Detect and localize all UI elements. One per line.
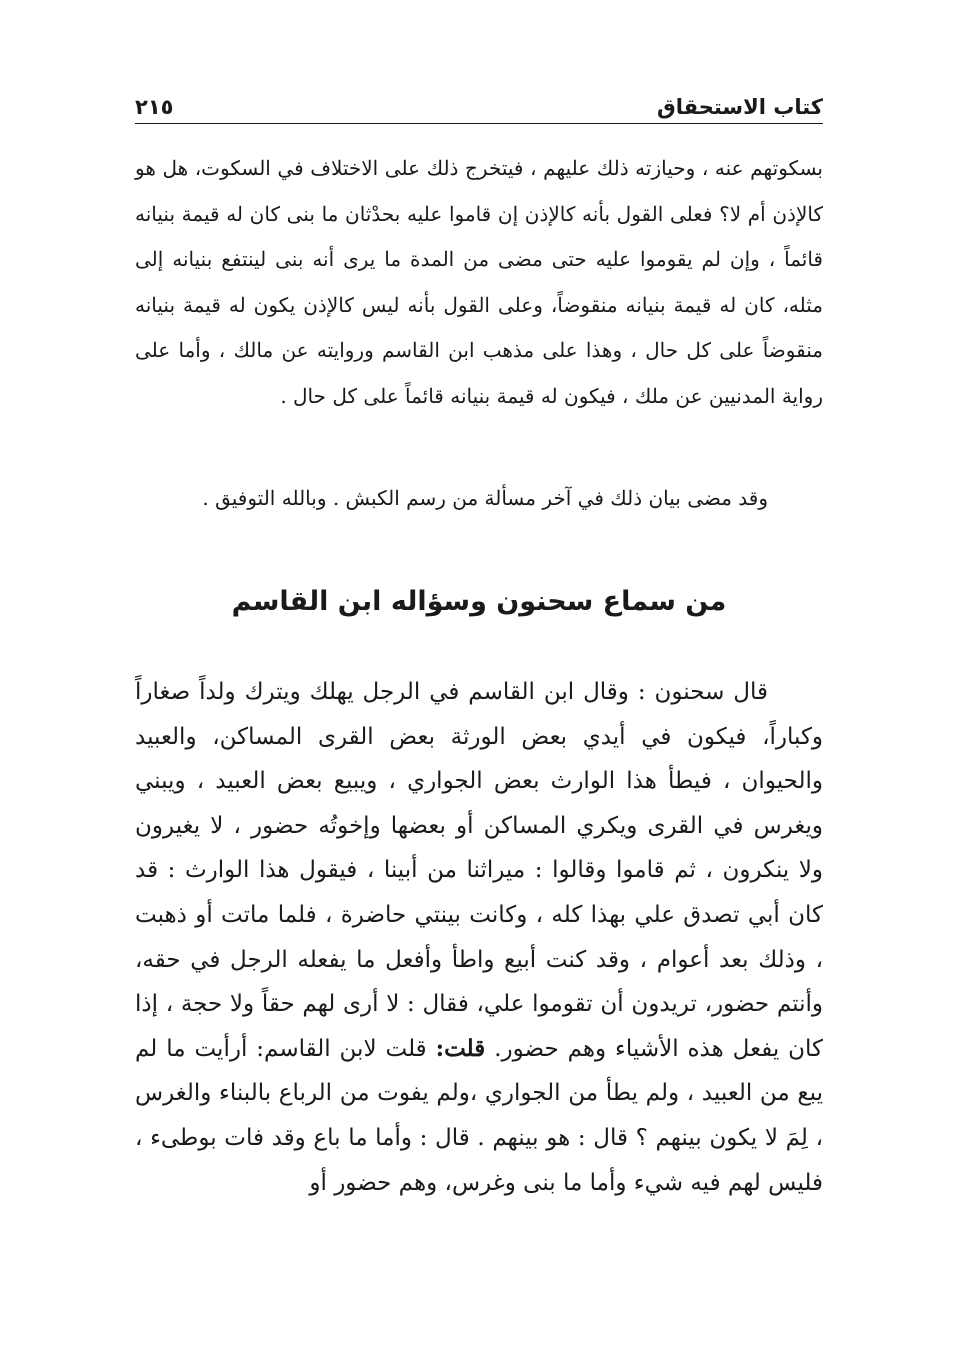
commentary-text: بسكوتهم عنه ، وحيازته ذلك عليهم ، فيتخرج ذلك على الاختلاف في السكوت، هل هو كالإذن أم لا؟ فعلى القول بأنه كالإذن إن قاموا عليه بحدْثان ما بنى كان له قيمة بنيانه قائماً ، وإن لم يقوموا عليه حتى مضى من المدة ما يرى أنه بنى لينتفع بنيانه إلى مثله، كان له قيمة بنيانه منقوضاً، وعلى القول بأنه ليس كالإذن يكون له قيمة بنيانه منقوضاً على كل حال ، وهذا على مذهب ابن القاسم وروايته عن مالك ، وأما على رواية المدنيين عن ملك ، فيكون له قيمة بنيانه قائماً على كل حال .	[135, 156, 823, 408]
section-heading: من سماع سحنون وسؤاله ابن القاسم	[231, 586, 727, 617]
page-header	[135, 88, 823, 124]
main-text-block	[135, 670, 823, 1205]
closing-note: وقد مضى بيان ذلك في آخر مسألة من رسم الكبش . وبالله التوفيق .	[202, 486, 768, 510]
page-number: ٢١٥	[135, 95, 174, 119]
main-text-part2: قلت لابن القاسم: أرأيت ما لم يبع من العبيد ، ولم يطأ من الجواري ،ولم يفوت من الرباع بالبناء والغرس ، لِمَ لا يكون بينهم ؟ قال : هو بينهم . قال : وأما ما باع وقد فات بوطىء ، فليس لهم فيه شيء وأما ما بنى وغرس، وهم حضور أو	[135, 1035, 823, 1196]
commentary-paragraph	[135, 146, 823, 419]
running-title: كتاب الاستحقاق	[656, 95, 823, 119]
qult-marker: قلت:	[435, 1034, 486, 1062]
main-paragraph	[135, 670, 823, 1205]
main-text-part1: قال سحنون : وقال ابن القاسم في الرجل يهلك ويترك ولداً صغاراً وكباراً، فيكون في أيدي بعض الورثة بعض القرى المساكن، والعبيد والحيوان ، فيطأ هذا الوارث بعض الجواري ، ويبيع بعض العبيد ، ويبني ويغرس في القرى ويكري المساكن أو بعضها وإخوتُه حضور ، لا يغيرون ولا ينكرون ، ثم قاموا وقالوا : ميراثنا من أبينا ، فيقول هذا الوارث : قد كان أبي تصدق علي بهذا كله ، وكانت بينتي حاضرة ، فلما ماتت أو ذهبت ، وذلك بعد أعوام ، وقد كنت أبيع واطأ وأفعل ما يفعله الرجل في حقه، وأنتم حضور، تريدون أن تقوموا علي، فقال : لا أرى لهم حقاً ولا حجة ، إذا كان يفعل هذه الأشياء وهم حضور.	[135, 679, 823, 1062]
